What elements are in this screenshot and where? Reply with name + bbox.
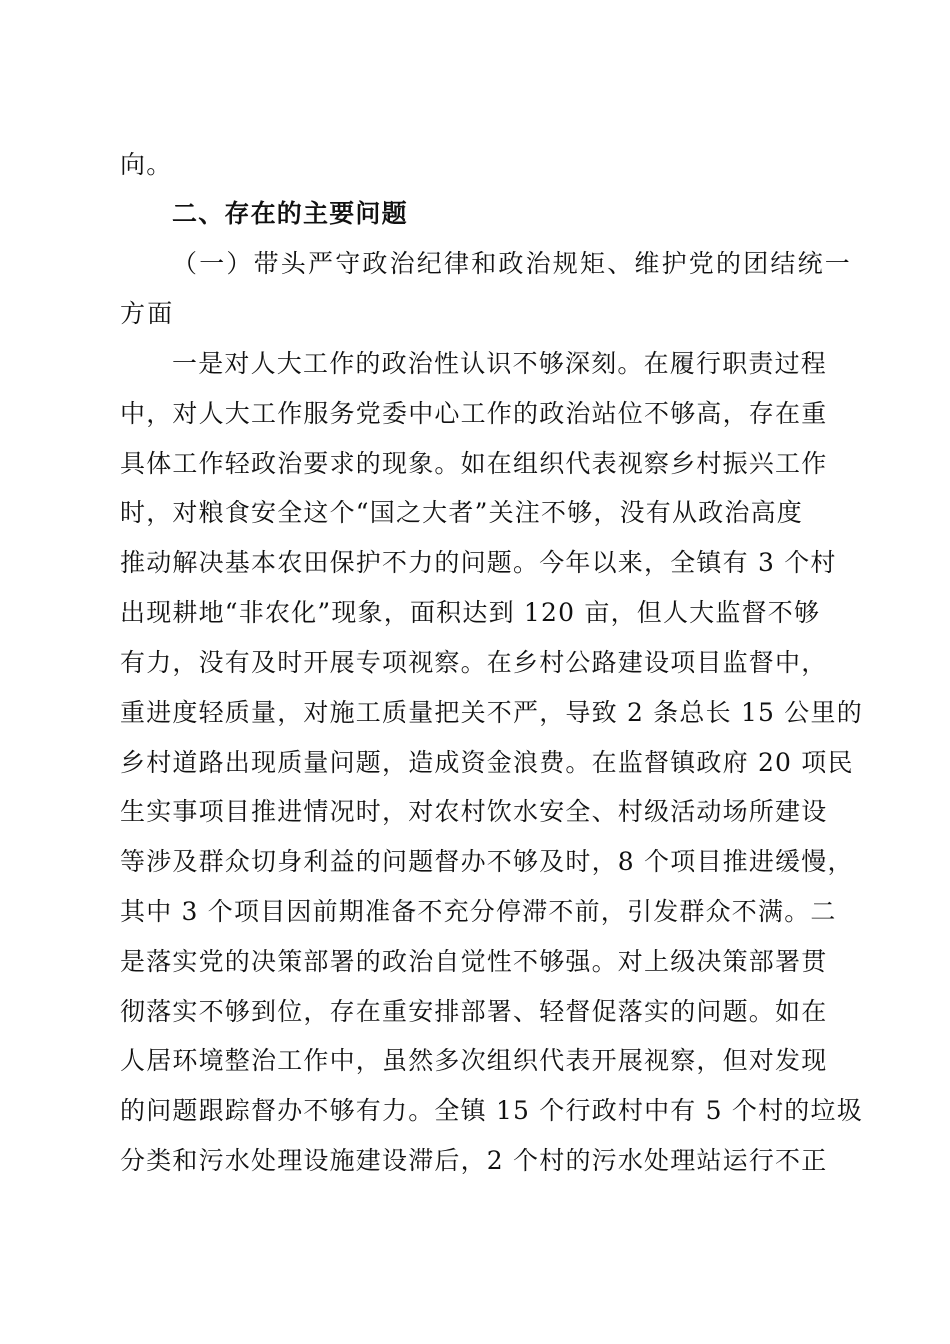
body-paragraph-line: 乡村道路出现质量问题，造成资金浪费。在监督镇政府 20 项民 xyxy=(120,748,854,777)
subsection-heading-line-1: （一）带头严守政治纪律和政治规矩、维护党的团结统一 xyxy=(172,249,853,278)
body-paragraph-line: 有力，没有及时开展专项视察。在乡村公路建设项目监督中， xyxy=(120,648,828,677)
paragraph-continuation-line: 向。 xyxy=(120,150,173,179)
body-paragraph-line: 具体工作轻政治要求的现象。如在组织代表视察乡村振兴工作 xyxy=(120,449,828,478)
body-paragraph-line: 中，对人大工作服务党委中心工作的政治站位不够高，存在重 xyxy=(120,399,828,428)
body-paragraph-line: 推动解决基本农田保护不力的问题。今年以来，全镇有 3 个村 xyxy=(120,548,837,577)
body-paragraph-line: 重进度轻质量，对施工质量把关不严，导致 2 条总长 15 公里的 xyxy=(120,698,863,727)
body-paragraph-line: 出现耕地“非农化”现象，面积达到 120 亩，但人大监督不够 xyxy=(120,598,821,627)
body-paragraph-line: 其中 3 个项目因前期准备不充分停滞不前，引发群众不满。二 xyxy=(120,897,837,926)
body-paragraph-line: 分类和污水处理设施建设滞后，2 个村的污水处理站运行不正 xyxy=(120,1146,828,1175)
subsection-heading-line-2: 方面 xyxy=(120,299,175,328)
body-paragraph-line: 等涉及群众切身利益的问题督办不够及时，8 个项目推进缓慢， xyxy=(120,847,854,876)
body-paragraph-line: 彻落实不够到位，存在重安排部署、轻督促落实的问题。如在 xyxy=(120,997,828,1026)
body-paragraph-line: 生实事项目推进情况时，对农村饮水安全、村级活动场所建设 xyxy=(120,797,828,826)
section-heading: 二、存在的主要问题 xyxy=(172,199,408,228)
body-paragraph-line: 人居环境整治工作中，虽然多次组织代表开展视察，但对发现 xyxy=(120,1046,828,1075)
body-paragraph-line: 是落实党的决策部署的政治自觉性不够强。对上级决策部署贯 xyxy=(120,947,828,976)
body-paragraph-line: 一是对人大工作的政治性认识不够深刻。在履行职责过程 xyxy=(172,349,828,378)
body-paragraph-line: 的问题跟踪督办不够有力。全镇 15 个行政村中有 5 个村的垃圾 xyxy=(120,1096,863,1125)
body-paragraph-line: 时，对粮食安全这个“国之大者”关注不够，没有从政治高度 xyxy=(120,498,803,527)
